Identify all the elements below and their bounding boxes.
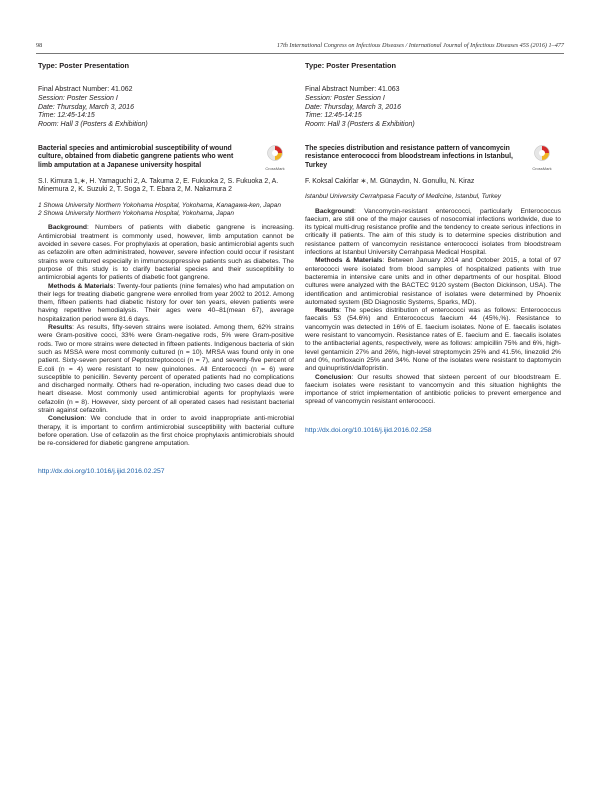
abstract-left — [38, 62, 294, 477]
abstract-right — [305, 62, 561, 436]
conclusion-label: Conclusion — [48, 415, 85, 423]
presentation-type: Type: Poster Presentation — [305, 61, 397, 70]
doi-link[interactable]: http://dx.doi.org/10.1016/j.ijid.2016.02.258 — [305, 426, 432, 434]
room: Room: Hall 3 (Posters & Exhibition) — [305, 121, 415, 129]
background-paragraph — [305, 208, 561, 258]
doi-link[interactable]: http://dx.doi.org/10.1016/j.ijid.2016.02.257 — [38, 468, 165, 476]
conclusion-paragraph — [305, 374, 561, 407]
abstract-number: Final Abstract Number: 41.062 — [38, 85, 133, 93]
session: Session: Poster Session I — [305, 94, 385, 102]
header-rule — [36, 53, 564, 54]
results-paragraph — [38, 324, 294, 415]
methods-label: Methods & Materials — [48, 282, 114, 290]
crossmark-icon — [534, 145, 550, 161]
abstract-meta — [305, 86, 561, 130]
results-text: : As results, fifty-seven strains were isolated. Among them, 62% strains were Gram-positive cocci, 33% were Gram-negative rods, 5% were Gram-positive rods. Two or more strains were detected in fifteen patients. Indigenous bacteria of skin such as MSSA were most commonly cultured (n = 10). MRSA was found only in one patient. Sixty-seven percent of Peptostreptococci (n = 7), and seventy-five percent of E.coli (n = 4) were resistant to new quinolones. All Enterococci (n = 6) were susceptible to penicillin. Seventy percent of operated patients had no complications and discharged normally. Others had re-operation, including two cases dead due to heart disease. Most commonly used antimicrobial agents for prophylaxis were cefazolin (n = 8). However, sixty percent of all operated cases had resistant bacterial strain against cefazolin. — [38, 324, 294, 414]
crossmark-badge[interactable] — [258, 145, 292, 174]
presentation-type: Type: Poster Presentation — [38, 61, 130, 70]
abstract-body — [38, 224, 294, 448]
crossmark-label: CrossMark — [532, 165, 552, 171]
background-text: : Vancomycin-resistant enterococci, particularly Enterococcus faecium, are still one of the major causes of nosocomial infections worldwide, due to its typical multi-drug resistance profile and the tendency to create serious infections in critically ill patients. The aim of this study is to determine species distribution and resistance pattern of vancomycin resistance enterococci isolates from bloodstream infections at Istanbul University Cerrahpasa Medical Hospital. — [305, 207, 561, 257]
affiliations — [38, 202, 294, 219]
abstract-number: Final Abstract Number: 41.063 — [305, 85, 400, 93]
background-label: Background — [48, 224, 88, 232]
conclusion-text: : Our results showed that sixteen percent of our bloodstream E. faecium isolates were resistant to vancomycin and this situation highlights the importance of strict implementation of antibiotic policies to prevent emergence and spread of vancomycin resistant enterococci. — [305, 373, 561, 406]
affiliation: Istanbul University Cerrahpasa Faculty of Medicine, Istanbul, Turkey — [305, 193, 502, 201]
conclusion-text: : We conclude that in order to avoid inappropriate anti-microbial therapy, it is important to confirm antimicrobial susceptibility with bacterial culture before operation. Use of cefazolin as the first choice prophylaxis antimicrobials should be re-considered for diabetic gangrene amputation. — [38, 415, 294, 448]
crossmark-label: CrossMark — [265, 165, 285, 171]
room: Room: Hall 3 (Posters & Exhibition) — [38, 121, 148, 129]
journal-citation: 17th International Congress on Infectious Diseases / International Journal of Infectious Diseases 45S (2016) 1–477 — [276, 42, 564, 49]
abstract-title: The species distribution and resistance pattern of vancomycin resistance enterococci from bloodstream infections in Istanbul, Turkey — [305, 144, 513, 170]
background-text: : Numbers of patients with diabetic gangrene is increasing. Antimicrobial treatment is commonly used, however, limb amputation cannot be avoided in severe cases. For prophylaxis at operation, basic antimicrobial agents such as cefazolin are often administrated, however, severe infection could occur if resistant strains were cultured especially in immunosuppressive patients such as diabetes. The purpose of this study is to clarify bacterial species and their susceptibility to antimicrobial agents for patients of diabetic foot gangrene. — [38, 224, 294, 282]
crossmark-icon — [267, 145, 283, 161]
crossmark-badge[interactable] — [525, 145, 559, 174]
affiliation: 2 Showa University Northern Yokohama Hospital, Yokohama, Japan — [38, 210, 234, 218]
results-label: Results — [48, 324, 73, 332]
results-label: Results — [315, 307, 340, 315]
abstract-title: Bacterial species and antimicrobial susceptibility of wound culture, obtained from diabetic gangrene patients who went limb amputation at a Japanese university hospital — [38, 144, 234, 170]
methods-text: : Twenty-four patients (nine females) who had amputation on their legs for treating diabetic gangrene were enrolled from year 2002 to 2012. Among them, fifteen patients had diabetic history for over ten years, eleven patients were having repetitive hemodialysis. Their ages were 40–81(mean 67), average hospitalization period were 81.6 days. — [38, 282, 294, 323]
abstract-body — [305, 208, 561, 407]
time: Time: 12:45-14:15 — [305, 112, 362, 120]
methods-label: Methods & Materials — [315, 257, 383, 265]
methods-paragraph — [38, 283, 294, 324]
background-paragraph — [38, 224, 294, 282]
conclusion-label: Conclusion — [315, 373, 352, 381]
author-list: F. Koksal Cakirlar ∗, M. Günaydın, N. Gonullu, N. Kiraz — [305, 177, 475, 185]
affiliation: 1 Showa University Northern Yokohama Hospital, Yokohama, Kanagawa-ken, Japan — [38, 201, 281, 209]
conclusion-paragraph — [38, 415, 294, 448]
methods-text: : Between January 2014 and October 2015, a total of 97 enterococci were isolated from blood samples of hospitalized patients with true bacteremia in intensive care units and in other departments of our hospital. Blood cultures were analyzed with the BACTEC 9120 system (Becton Dickinson, USA). The identification and antimicrobial resistance of isolates were determined by Phoenix automated system (BD Diagnostic Systems, Sparks, MD). — [305, 257, 561, 306]
page-number: 98 — [36, 42, 43, 49]
results-text: : The species distribution of enterococci was as follows: Enterococcus faecalis 53 (54.6%) and Enterococcus faecium 44 (45%,%). Resistance to vancomycin was detected in 16% of E. faecium isolates. None of E. faecalis isolates were resistant to vancomycin. Resistance rates of E. faecium and E. faecalis isolates to the antibacterial agents, respectively, were as follows: ampicillin 75% and 6%, high-level gentamicin 27% and 26%, high-level streptomycin 25% and 41.5%, linezolid 2% and 0%, norfloxacin 25% and 34%. None of the isolates were resistant to daptomycin and quinupristin/dalfopristin. — [305, 307, 561, 373]
affiliations — [305, 193, 561, 201]
date: Date: Thursday, March 3, 2016 — [38, 103, 134, 111]
date: Date: Thursday, March 3, 2016 — [305, 103, 401, 111]
abstract-meta — [38, 86, 294, 130]
background-label: Background — [315, 207, 355, 215]
time: Time: 12:45-14:15 — [38, 112, 95, 120]
session: Session: Poster Session I — [38, 94, 118, 102]
methods-paragraph — [305, 257, 561, 307]
author-list: S.I. Kimura 1,∗, H. Yamaguchi 2, A. Takuma 2, E. Fukuoka 2, S. Fukuoka 2, A. Minemura 2, K. Suzuki 2, T. Soga 2, T. Ebara 2, M. Nakamura 2 — [38, 177, 279, 194]
results-paragraph — [305, 307, 561, 373]
